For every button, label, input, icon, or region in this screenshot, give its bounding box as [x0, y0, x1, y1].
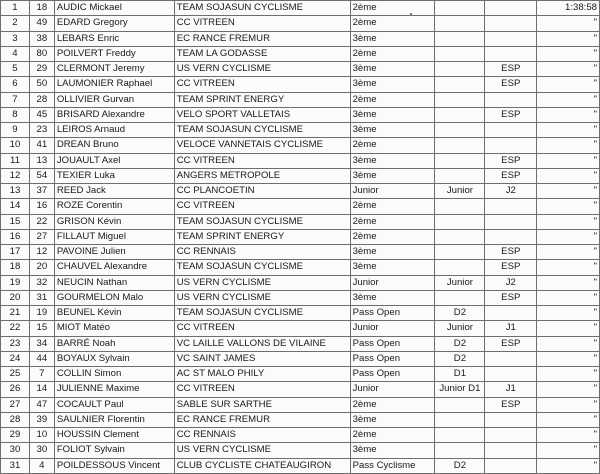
- bib-cell: 29: [29, 62, 54, 77]
- ranking-class-cell: [485, 46, 537, 61]
- bib-cell: 44: [29, 351, 54, 366]
- bib-cell: 15: [29, 321, 54, 336]
- club-cell: VELOCE VANNETAIS CYCLISME: [174, 138, 350, 153]
- rider-name-cell: BRISARD Alexandre: [54, 107, 174, 122]
- category-cell: Pass Open: [350, 351, 435, 366]
- table-row: [1, 62, 600, 77]
- ranking-class-cell: ESP: [485, 290, 537, 305]
- club-cell: US VERN CYCLISME: [174, 290, 350, 305]
- bib-cell: 41: [29, 138, 54, 153]
- rank-cell: 10: [1, 138, 30, 153]
- rider-name-cell: BOYAUX Sylvain: [54, 351, 174, 366]
- table-row: [1, 92, 600, 107]
- category-cell: 2ème: [350, 229, 435, 244]
- rider-name-cell: CLERMONT Jeremy: [54, 62, 174, 77]
- club-cell: VELO SPORT VALLETAIS: [174, 107, 350, 122]
- bib-cell: 45: [29, 107, 54, 122]
- rank-cell: 20: [1, 290, 30, 305]
- ranking-class-cell: ESP: [485, 62, 537, 77]
- subcategory-cell: [435, 260, 485, 275]
- rank-cell: 11: [1, 153, 30, 168]
- subcategory-cell: [435, 229, 485, 244]
- rider-name-cell: OLLIVIER Gurvan: [54, 92, 174, 107]
- subcategory-cell: D2: [435, 351, 485, 366]
- rider-name-cell: ROZE Corentin: [54, 199, 174, 214]
- club-cell: TEAM SOJASUN CYCLISME: [174, 306, 350, 321]
- table-row: [1, 214, 600, 229]
- rank-cell: 12: [1, 168, 30, 183]
- time-cell: ": [537, 138, 600, 153]
- table-row: [1, 153, 600, 168]
- time-cell: ": [537, 229, 600, 244]
- table-row: [1, 321, 600, 336]
- club-cell: VC LAILLE VALLONS DE VILAINE: [174, 336, 350, 351]
- ranking-class-cell: [485, 199, 537, 214]
- rider-name-cell: HOUSSIN Clement: [54, 428, 174, 443]
- club-cell: CC PLANCOETIN: [174, 184, 350, 199]
- subcategory-cell: Junior: [435, 184, 485, 199]
- time-cell: ": [537, 245, 600, 260]
- scan-speck: [410, 13, 412, 15]
- time-cell: ": [537, 77, 600, 92]
- bib-cell: 19: [29, 306, 54, 321]
- subcategory-cell: [435, 1, 485, 16]
- bib-cell: 4: [29, 458, 54, 473]
- club-cell: EC RANCE FREMUR: [174, 31, 350, 46]
- ranking-class-cell: [485, 92, 537, 107]
- table-row: [1, 336, 600, 351]
- club-cell: TEAM SOJASUN CYCLISME: [174, 1, 350, 16]
- ranking-class-cell: ESP: [485, 336, 537, 351]
- table-row: [1, 290, 600, 305]
- subcategory-cell: [435, 443, 485, 458]
- time-cell: ": [537, 351, 600, 366]
- rider-name-cell: SAULNIER Florentin: [54, 412, 174, 427]
- rank-cell: 6: [1, 77, 30, 92]
- ranking-class-cell: [485, 123, 537, 138]
- category-cell: Junior: [350, 321, 435, 336]
- club-cell: US VERN CYCLISME: [174, 62, 350, 77]
- rank-cell: 2: [1, 16, 30, 31]
- subcategory-cell: [435, 290, 485, 305]
- table-row: [1, 184, 600, 199]
- bib-cell: 30: [29, 443, 54, 458]
- subcategory-cell: [435, 199, 485, 214]
- category-cell: 3ème: [350, 443, 435, 458]
- time-cell: ": [537, 62, 600, 77]
- rank-cell: 5: [1, 62, 30, 77]
- club-cell: ANGERS METROPOLE: [174, 168, 350, 183]
- table-row: [1, 428, 600, 443]
- subcategory-cell: [435, 412, 485, 427]
- table-row: [1, 443, 600, 458]
- club-cell: TEAM LA GODASSE: [174, 46, 350, 61]
- ranking-class-cell: [485, 229, 537, 244]
- subcategory-cell: [435, 92, 485, 107]
- rank-cell: 15: [1, 214, 30, 229]
- time-cell: ": [537, 31, 600, 46]
- category-cell: Pass Open: [350, 306, 435, 321]
- category-cell: 2ème: [350, 199, 435, 214]
- results-body: [1, 1, 600, 474]
- table-row: [1, 260, 600, 275]
- ranking-class-cell: [485, 367, 537, 382]
- table-row: [1, 382, 600, 397]
- category-cell: 3ème: [350, 107, 435, 122]
- category-cell: 3ème: [350, 77, 435, 92]
- category-cell: Junior: [350, 275, 435, 290]
- table-row: [1, 168, 600, 183]
- table-row: [1, 31, 600, 46]
- ranking-class-cell: ESP: [485, 153, 537, 168]
- rider-name-cell: GRISON Kévin: [54, 214, 174, 229]
- time-cell: 1:38:58: [537, 1, 600, 16]
- subcategory-cell: [435, 153, 485, 168]
- ranking-class-cell: ESP: [485, 168, 537, 183]
- rider-name-cell: EDARD Gregory: [54, 16, 174, 31]
- rank-cell: 31: [1, 458, 30, 473]
- table-row: [1, 367, 600, 382]
- subcategory-cell: [435, 62, 485, 77]
- rank-cell: 22: [1, 321, 30, 336]
- club-cell: US VERN CYCLISME: [174, 275, 350, 290]
- bib-cell: 38: [29, 31, 54, 46]
- rank-cell: 14: [1, 199, 30, 214]
- rank-cell: 3: [1, 31, 30, 46]
- category-cell: Junior: [350, 382, 435, 397]
- rank-cell: 18: [1, 260, 30, 275]
- category-cell: Pass Cyclisme: [350, 458, 435, 473]
- category-cell: 2ème: [350, 138, 435, 153]
- rider-name-cell: JOUAULT Axel: [54, 153, 174, 168]
- category-cell: 2ème: [350, 428, 435, 443]
- rank-cell: 8: [1, 107, 30, 122]
- category-cell: Pass Open: [350, 367, 435, 382]
- ranking-class-cell: [485, 351, 537, 366]
- club-cell: TEAM SOJASUN CYCLISME: [174, 214, 350, 229]
- rider-name-cell: JULIENNE Maxime: [54, 382, 174, 397]
- subcategory-cell: [435, 245, 485, 260]
- club-cell: CC VITREEN: [174, 77, 350, 92]
- time-cell: ": [537, 153, 600, 168]
- ranking-class-cell: J1: [485, 321, 537, 336]
- rider-name-cell: LEBARS Enric: [54, 31, 174, 46]
- table-row: [1, 306, 600, 321]
- rider-name-cell: REED Jack: [54, 184, 174, 199]
- rider-name-cell: LAUMONIER Raphael: [54, 77, 174, 92]
- ranking-class-cell: [485, 443, 537, 458]
- subcategory-cell: D2: [435, 306, 485, 321]
- subcategory-cell: Junior: [435, 321, 485, 336]
- ranking-class-cell: [485, 412, 537, 427]
- time-cell: ": [537, 107, 600, 122]
- table-row: [1, 1, 600, 16]
- category-cell: 2ème: [350, 16, 435, 31]
- time-cell: ": [537, 367, 600, 382]
- category-cell: 3ème: [350, 153, 435, 168]
- table-row: [1, 123, 600, 138]
- bib-cell: 32: [29, 275, 54, 290]
- bib-cell: 34: [29, 336, 54, 351]
- subcategory-cell: D1: [435, 367, 485, 382]
- club-cell: CC VITREEN: [174, 199, 350, 214]
- time-cell: ": [537, 199, 600, 214]
- club-cell: EC RANCE FREMUR: [174, 412, 350, 427]
- rider-name-cell: PAVOINE Julien: [54, 245, 174, 260]
- time-cell: ": [537, 306, 600, 321]
- rider-name-cell: GOURMELON Malo: [54, 290, 174, 305]
- subcategory-cell: [435, 31, 485, 46]
- club-cell: TEAM SPRINT ENERGY: [174, 229, 350, 244]
- category-cell: 3ème: [350, 62, 435, 77]
- rank-cell: 26: [1, 382, 30, 397]
- subcategory-cell: [435, 214, 485, 229]
- bib-cell: 16: [29, 199, 54, 214]
- rider-name-cell: FOLIOT Sylvain: [54, 443, 174, 458]
- time-cell: ": [537, 397, 600, 412]
- category-cell: 3ème: [350, 31, 435, 46]
- table-row: [1, 412, 600, 427]
- club-cell: CC RENNAIS: [174, 245, 350, 260]
- rider-name-cell: MIOT Matéo: [54, 321, 174, 336]
- category-cell: 2ème: [350, 214, 435, 229]
- ranking-class-cell: [485, 1, 537, 16]
- club-cell: CC VITREEN: [174, 382, 350, 397]
- rank-cell: 13: [1, 184, 30, 199]
- rider-name-cell: BEUNEL Kévin: [54, 306, 174, 321]
- subcategory-cell: [435, 168, 485, 183]
- rank-cell: 23: [1, 336, 30, 351]
- ranking-class-cell: [485, 214, 537, 229]
- subcategory-cell: [435, 138, 485, 153]
- bib-cell: 13: [29, 153, 54, 168]
- bib-cell: 39: [29, 412, 54, 427]
- subcategory-cell: [435, 123, 485, 138]
- rider-name-cell: NEUCIN Nathan: [54, 275, 174, 290]
- club-cell: CC RENNAIS: [174, 428, 350, 443]
- bib-cell: 49: [29, 16, 54, 31]
- rank-cell: 16: [1, 229, 30, 244]
- bib-cell: 27: [29, 229, 54, 244]
- rank-cell: 1: [1, 1, 30, 16]
- ranking-class-cell: ESP: [485, 397, 537, 412]
- time-cell: ": [537, 123, 600, 138]
- category-cell: 2ème: [350, 46, 435, 61]
- bib-cell: 12: [29, 245, 54, 260]
- rider-name-cell: CHAUVEL Alexandre: [54, 260, 174, 275]
- rider-name-cell: FILLAUT Miguel: [54, 229, 174, 244]
- rank-cell: 19: [1, 275, 30, 290]
- bib-cell: 7: [29, 367, 54, 382]
- category-cell: 3ème: [350, 260, 435, 275]
- time-cell: ": [537, 16, 600, 31]
- rank-cell: 24: [1, 351, 30, 366]
- rider-name-cell: COLLIN Simon: [54, 367, 174, 382]
- ranking-class-cell: [485, 458, 537, 473]
- club-cell: CLUB CYCLISTE CHATEAUGIRON: [174, 458, 350, 473]
- bib-cell: 37: [29, 184, 54, 199]
- ranking-class-cell: ESP: [485, 77, 537, 92]
- club-cell: TEAM SPRINT ENERGY: [174, 92, 350, 107]
- table-row: [1, 458, 600, 473]
- table-row: [1, 397, 600, 412]
- rider-name-cell: COCAULT Paul: [54, 397, 174, 412]
- subcategory-cell: [435, 16, 485, 31]
- club-cell: TEAM SOJASUN CYCLISME: [174, 123, 350, 138]
- rider-name-cell: TEXIER Luka: [54, 168, 174, 183]
- category-cell: 2ème: [350, 397, 435, 412]
- table-row: [1, 77, 600, 92]
- time-cell: ": [537, 321, 600, 336]
- rank-cell: 21: [1, 306, 30, 321]
- ranking-class-cell: [485, 138, 537, 153]
- ranking-class-cell: ESP: [485, 107, 537, 122]
- ranking-class-cell: ESP: [485, 245, 537, 260]
- subcategory-cell: [435, 107, 485, 122]
- time-cell: ": [537, 336, 600, 351]
- category-cell: 3ème: [350, 412, 435, 427]
- table-row: [1, 138, 600, 153]
- time-cell: ": [537, 168, 600, 183]
- category-cell: 3ème: [350, 168, 435, 183]
- rank-cell: 29: [1, 428, 30, 443]
- club-cell: CC VITREEN: [174, 321, 350, 336]
- time-cell: ": [537, 92, 600, 107]
- table-row: [1, 199, 600, 214]
- time-cell: ": [537, 443, 600, 458]
- time-cell: ": [537, 382, 600, 397]
- bib-cell: 10: [29, 428, 54, 443]
- rank-cell: 17: [1, 245, 30, 260]
- subcategory-cell: D2: [435, 458, 485, 473]
- subcategory-cell: [435, 46, 485, 61]
- table-row: [1, 107, 600, 122]
- ranking-class-cell: J2: [485, 184, 537, 199]
- table-row: [1, 229, 600, 244]
- category-cell: 2ème: [350, 92, 435, 107]
- rider-name-cell: DREAN Bruno: [54, 138, 174, 153]
- ranking-class-cell: J1: [485, 382, 537, 397]
- bib-cell: 14: [29, 382, 54, 397]
- ranking-class-cell: J2: [485, 275, 537, 290]
- category-cell: 3ème: [350, 123, 435, 138]
- club-cell: VC SAINT JAMES: [174, 351, 350, 366]
- rider-name-cell: POILVERT Freddy: [54, 46, 174, 61]
- bib-cell: 23: [29, 123, 54, 138]
- category-cell: Pass Open: [350, 336, 435, 351]
- subcategory-cell: [435, 397, 485, 412]
- time-cell: ": [537, 260, 600, 275]
- category-cell: 3ème: [350, 245, 435, 260]
- rank-cell: 27: [1, 397, 30, 412]
- category-cell: 3ème: [350, 290, 435, 305]
- time-cell: ": [537, 290, 600, 305]
- subcategory-cell: Junior D1: [435, 382, 485, 397]
- table-row: [1, 46, 600, 61]
- rank-cell: 30: [1, 443, 30, 458]
- ranking-class-cell: [485, 16, 537, 31]
- rank-cell: 4: [1, 46, 30, 61]
- bib-cell: 22: [29, 214, 54, 229]
- bib-cell: 80: [29, 46, 54, 61]
- bib-cell: 28: [29, 92, 54, 107]
- bib-cell: 18: [29, 1, 54, 16]
- club-cell: US VERN CYCLISME: [174, 443, 350, 458]
- rider-name-cell: BARRÉ Noah: [54, 336, 174, 351]
- category-cell: Junior: [350, 184, 435, 199]
- time-cell: ": [537, 214, 600, 229]
- bib-cell: 50: [29, 77, 54, 92]
- subcategory-cell: [435, 428, 485, 443]
- club-cell: CC VITREEN: [174, 153, 350, 168]
- club-cell: AC ST MALO PHILY: [174, 367, 350, 382]
- time-cell: ": [537, 184, 600, 199]
- time-cell: ": [537, 428, 600, 443]
- rank-cell: 25: [1, 367, 30, 382]
- club-cell: CC VITREEN: [174, 16, 350, 31]
- subcategory-cell: D2: [435, 336, 485, 351]
- bib-cell: 20: [29, 260, 54, 275]
- subcategory-cell: [435, 77, 485, 92]
- table-row: [1, 16, 600, 31]
- bib-cell: 54: [29, 168, 54, 183]
- rider-name-cell: LEIROS Arnaud: [54, 123, 174, 138]
- subcategory-cell: Junior: [435, 275, 485, 290]
- club-cell: SABLE SUR SARTHE: [174, 397, 350, 412]
- bib-cell: 31: [29, 290, 54, 305]
- rank-cell: 9: [1, 123, 30, 138]
- rank-cell: 7: [1, 92, 30, 107]
- ranking-class-cell: [485, 306, 537, 321]
- ranking-class-cell: [485, 31, 537, 46]
- table-row: [1, 275, 600, 290]
- time-cell: ": [537, 458, 600, 473]
- time-cell: ": [537, 46, 600, 61]
- time-cell: ": [537, 412, 600, 427]
- table-row: [1, 351, 600, 366]
- time-cell: ": [537, 275, 600, 290]
- category-cell: 2ème: [350, 1, 435, 16]
- rank-cell: 28: [1, 412, 30, 427]
- table-row: [1, 245, 600, 260]
- club-cell: TEAM SOJASUN CYCLISME: [174, 260, 350, 275]
- bib-cell: 47: [29, 397, 54, 412]
- ranking-class-cell: ESP: [485, 260, 537, 275]
- rider-name-cell: POILDESSOUS Vincent: [54, 458, 174, 473]
- ranking-class-cell: [485, 428, 537, 443]
- rider-name-cell: AUDIC Mickael: [54, 1, 174, 16]
